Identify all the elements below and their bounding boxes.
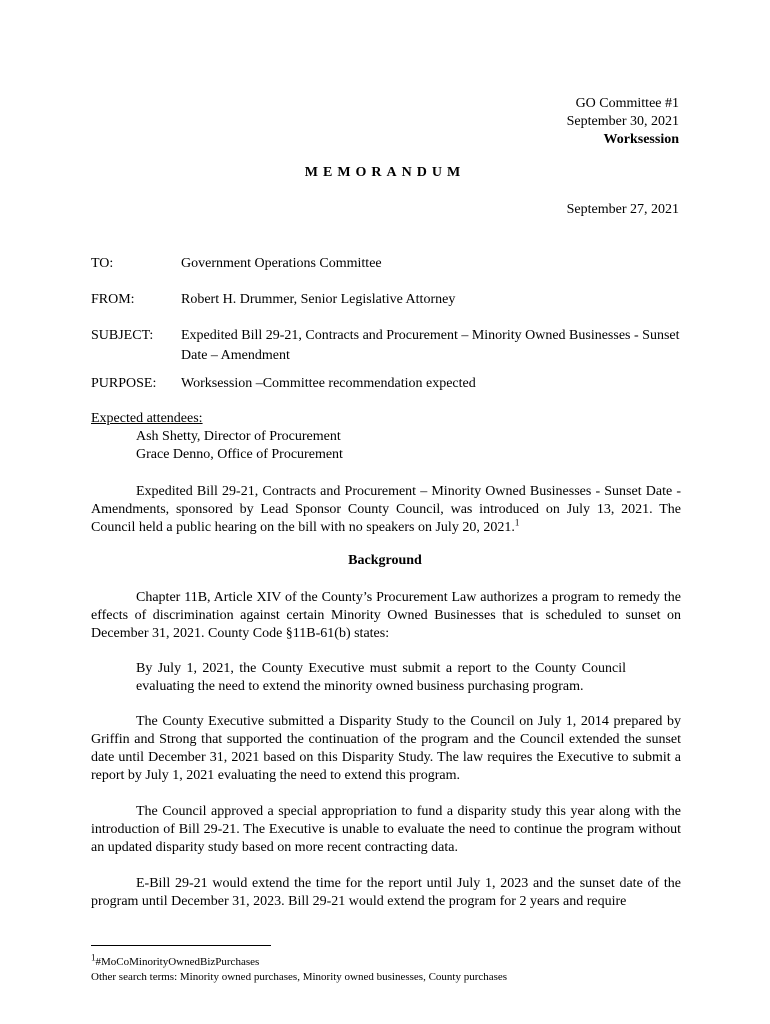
session-type: Worksession [603,132,679,147]
footnote-ref: 1 [514,517,520,528]
code-quote: By July 1, 2021, the County Executive must submit a report to the County Council evaluating the need to extend the minority owned business purchasing program. [136,661,626,694]
field-value: Government Operations Committee [181,256,382,271]
background-paragraph-2: The County Executive submitted a Disparity Study to the Council on July 1, 2014 prepared by Griffin and Strong that supported the continuation of the program and the Council extended the sunset date until December 31, 2021 based on this Disparity Study. The law requires the Executive to submit a report by July 1, 2021 evaluating the need to extend this program. [91,714,681,783]
field-value: Robert H. Drummer, Senior Legislative Attorney [181,292,456,307]
field-label: PURPOSE: [91,376,157,391]
memo-title: MEMORANDUM [304,165,466,180]
footnote-tag: #MoCoMinorityOwnedBizPurchases [95,956,260,968]
attendees-heading: Expected attendees: [91,411,203,426]
footnote-other-terms: Other search terms: Minority owned purchases, Minority owned businesses, County purchases [91,971,508,983]
committee-label: GO Committee #1 [575,96,679,111]
background-paragraph-3: The Council approved a special appropriation to fund a disparity study this year along with the introduction of Bill 29-21. The Executive is unable to evaluate the need to continue the program without an updated disparity study based on more recent contracting data. [91,804,681,855]
attendees-block [91,410,691,464]
field-label: TO: [91,256,114,271]
attendee-item: Grace Denno, Office of Procurement [136,447,343,462]
intro-text: Expedited Bill 29-21, Contracts and Procurement – Minority Owned Businesses - Sunset Date - Amendments, sponsored by Lead Sponsor County Council, was introduced on July 13, 2021. The Council held a public hearing on the bill with no speakers on July 20, 2021. [91,484,681,535]
background-paragraph-4: E-Bill 29-21 would extend the time for the report until July 1, 2023 and the sunset date of the program until December 31, 2023. Bill 29-21 would extend the program for 2 years and require [91,876,681,909]
intro-paragraph [91,483,681,537]
field-value: Worksession –Committee recommendation expected [181,376,476,391]
footnote-divider [91,945,271,946]
field-value: Expedited Bill 29-21, Contracts and Procurement – Minority Owned Businesses - Sunset Date – Amendment [181,328,680,363]
meeting-date: September 30, 2021 [566,114,679,129]
footnote [91,952,691,985]
field-label: SUBJECT: [91,328,154,343]
memo-date: September 27, 2021 [566,202,679,217]
field-label: FROM: [91,292,135,307]
background-paragraph-1: Chapter 11B, Article XIV of the County’s Procurement Law authorizes a program to remedy the effects of discrimination against certain Minority Owned Businesses that is scheduled to sunset on December 31, 2021. County Code §11B-61(b) states: [91,590,681,641]
footnote-line-1 [91,952,691,970]
attendee-item: Ash Shetty, Director of Procurement [136,429,341,444]
header-block [567,95,679,149]
footnote-number: 1 [91,952,96,963]
background-heading: Background [348,553,422,568]
